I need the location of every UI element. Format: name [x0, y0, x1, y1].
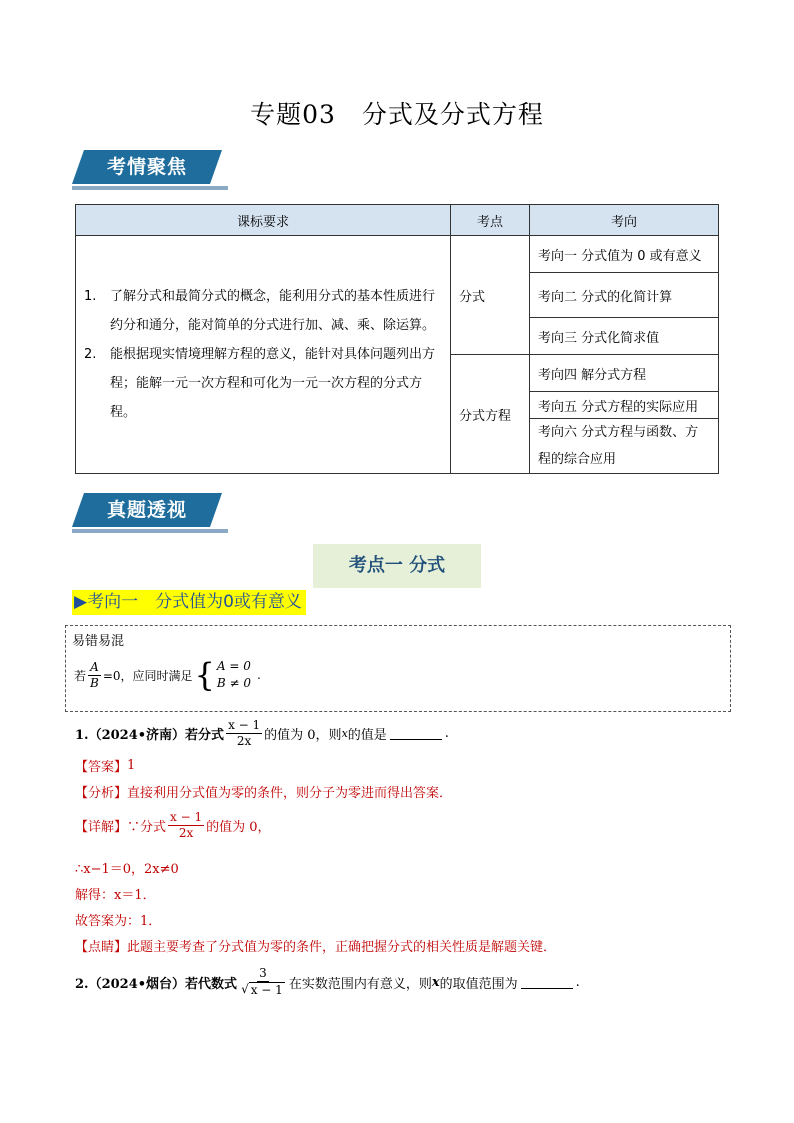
fraction: $\frac{x - 1}{2x}$	[228, 718, 261, 748]
direction-heading: ▶考向一 分式值为0或有意义	[72, 590, 306, 615]
step-line: 故答案为：1．	[75, 914, 162, 929]
direction-item: 考向一 分式值为 0 或有意义	[530, 236, 719, 273]
fraction: $\frac{x - 1}{2x}$	[170, 810, 203, 840]
question-1: 1.（2024•济南）若分式 $\frac{x - 1}{2x}$ 的值为 0，则 x 的值是 .	[75, 718, 449, 748]
answer-blank	[521, 976, 573, 989]
answer-blank	[390, 727, 442, 740]
point-fraction: 分式	[451, 236, 530, 355]
header-requirements: 课标要求	[76, 205, 451, 236]
direction-item: 考向三 分式化简求值	[530, 318, 719, 355]
tip-box	[65, 625, 731, 712]
fraction: $\frac{A}{B}$	[90, 659, 99, 690]
header-points: 考点	[451, 205, 530, 236]
section-banner-focus	[72, 150, 228, 190]
detail-line: 【详解】 ∵分式 $\frac{x - 1}{2x}$ 的值为 0，	[75, 810, 271, 840]
condition-list: A = 0 B ≠ 0	[216, 659, 252, 690]
step-line: 解得：x＝1．	[75, 888, 156, 903]
comment-line: 【点睛】 此题主要考查了分式值为零的条件，正确把握分式的相关性质是解题关键．	[75, 940, 557, 955]
sqrt-expression: √ x − 1	[241, 982, 283, 997]
header-directions: 考向	[530, 205, 719, 236]
requirements-cell	[76, 236, 451, 474]
point-fraction-equation: 分式方程	[451, 355, 530, 474]
direction-item: 考向四 解分式方程	[530, 355, 719, 392]
analysis-line: 【分析】 直接利用分式值为零的条件，则分子为零进而得出答案．	[75, 786, 453, 801]
answer-line: 【答案】 1	[75, 758, 136, 775]
direction-item: 考向五 分式方程的实际应用	[530, 392, 719, 419]
tip-formula: 若 $\frac{A}{B}$ =0，应同时满足 { A = 0 B ≠ 0 .	[74, 656, 261, 694]
requirement-item: 1. 了解分式和最简分式的概念，能利用分式的基本性质进行约分和通分，能对简单的分式进行加、减、乘、除运算。	[84, 289, 436, 333]
direction-item: 考向二 分式的化简计算	[530, 273, 719, 318]
step-line: ∴x−1＝0，2x≠0	[75, 862, 179, 877]
requirement-item: 2. 能根据现实情境理解方程的意义，能针对具体问题列出方程；能解一元一次方程和可化为一元一次方程的分式方程。	[84, 347, 436, 420]
brace-icon: {	[194, 656, 215, 694]
section-banner-exam	[72, 493, 228, 533]
fraction: 3 √ x − 1	[241, 966, 283, 997]
direction-item: 考向六 分式方程与函数、方程的综合应用	[530, 419, 719, 474]
kaodian-heading: 考点一 分式	[313, 544, 481, 588]
tip-label: 易错易混	[72, 634, 125, 649]
question-2: 2.（2024•烟台）若代数式 3 √ x − 1 在实数范围内有意义，则 x 的取值范围为 .	[75, 966, 580, 997]
curriculum-table	[75, 204, 719, 474]
banner-label: 考情聚焦	[106, 156, 187, 178]
page-title: 专题03 分式及分式方程	[250, 100, 544, 129]
banner-label: 真题透视	[106, 499, 187, 521]
